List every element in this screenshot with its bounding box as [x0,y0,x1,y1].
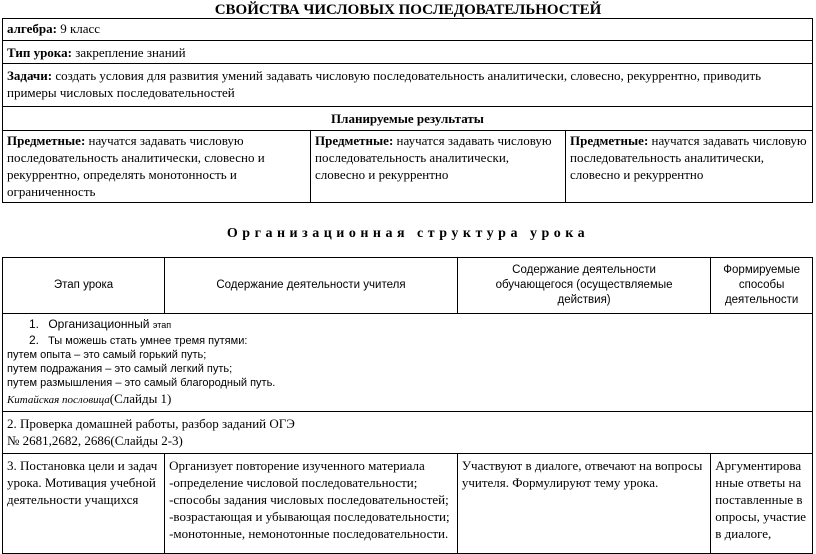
stage-1-item-2-text: Ты можешь стать умнее тремя путями: [48,335,248,347]
teacher-line-4: -возрастающая и убывающая последовательности; [169,509,450,524]
result-cell-3 [566,131,813,203]
stage-3-student: Участвуют в диалоге, отвечают на вопросы учителя. Формулируют тему урока. [457,454,710,554]
subject-label: алгебра: [7,21,57,36]
result-text-3: научатся задавать числовую последовательность аналитически, словесно и рекуррентно [570,133,807,182]
header-table [2,18,813,203]
tasks-label: Задачи: [7,68,53,83]
lesson-type-cell [3,41,813,64]
result-cell-2 [311,131,566,203]
quote-source-italic: Китайская пословица [7,394,110,406]
org-structure-title: Организационная структура урока [226,226,590,241]
teacher-line-1: Организует повторение изученного материала [169,458,425,473]
stage-3-name: 3. Постановка цели и задач урока. Мотивация учебной деятельности учащихся [3,454,165,554]
stage-3-skills: Аргументированные ответы на поставленные вопросы, участие в диалоге, [711,454,813,554]
quote-line-2: путем подражания – это самый легкий путь; [7,363,233,375]
result-label-3: Предметные: [570,133,649,148]
teacher-line-5: -монотонные, немонотонные последовательности. [169,526,449,541]
planned-results-heading: Планируемые результаты [3,107,813,131]
structure-header-row [3,258,813,314]
result-cell-1 [3,131,311,203]
stage-row-3 [3,454,813,554]
stage-row-2 [3,412,813,454]
teacher-line-3: -способы задания числовых последовательностей; [169,492,449,507]
tasks-value: создать условия для развития умений задавать числовую последовательность аналитически, словесно, рекуррентно, приводить примеры числовых последовательностей [7,68,762,100]
quote-line-1: путем опыта – это самый горький путь; [7,349,207,361]
result-label-2: Предметные: [315,133,394,148]
page-title: СВОЙСТВА ЧИСЛОВЫХ ПОСЛЕДОВАТЕЛЬНОСТЕЙ [214,2,602,18]
stage-1-item-1-text: Организационный [48,317,150,331]
stage-2-line-1: 2. Проверка домашней работы, разбор заданий ОГЭ [7,416,295,431]
result-label-1: Предметные: [7,133,86,148]
stage-1-item-2-num: 2. [29,333,40,347]
stage-2-line-2: № 2681,2682, 2686(Слайды 2-3) [7,433,183,448]
stage-row-1 [3,314,813,412]
stage-1-cell [3,314,813,412]
teacher-line-2: -определение числовой последовательности; [169,475,418,490]
stage-1-item-2 [7,333,808,348]
quote-source-slides: (Слайды 1) [109,391,172,406]
quote-source [7,390,808,409]
structure-table [2,257,813,554]
col-header-student: Содержание деятельности обучающегося (осуществляемые действия) [457,258,710,314]
quote-line-3: путем размышления – это самый благородный путь. [7,377,276,389]
subject-cell [3,19,813,41]
stage-1-item-1-small: этап [152,320,172,330]
subject-value: 9 класс [56,21,101,36]
col-header-stage: Этап урока [3,258,165,314]
tasks-cell [3,64,813,107]
stage-1-item-1-num: 1. [29,317,40,331]
lesson-type-label: Тип урока: [7,45,72,60]
lesson-type-value: закрепление знаний [71,45,186,60]
result-text-2: научатся задавать числовую последовательность аналитически, словесно и рекуррентно [315,133,552,182]
result-text-1: научатся задавать числовую последовательность аналитически, словесно и рекуррентно, определять монотонность и ограниченность [7,133,265,199]
col-header-teacher: Содержание деятельности учителя [165,258,458,314]
stage-1-item-1 [7,316,808,333]
stage-3-teacher [165,454,458,554]
stage-2-cell [3,412,813,454]
col-header-skills: Формируемые способы деятельности [711,258,813,314]
